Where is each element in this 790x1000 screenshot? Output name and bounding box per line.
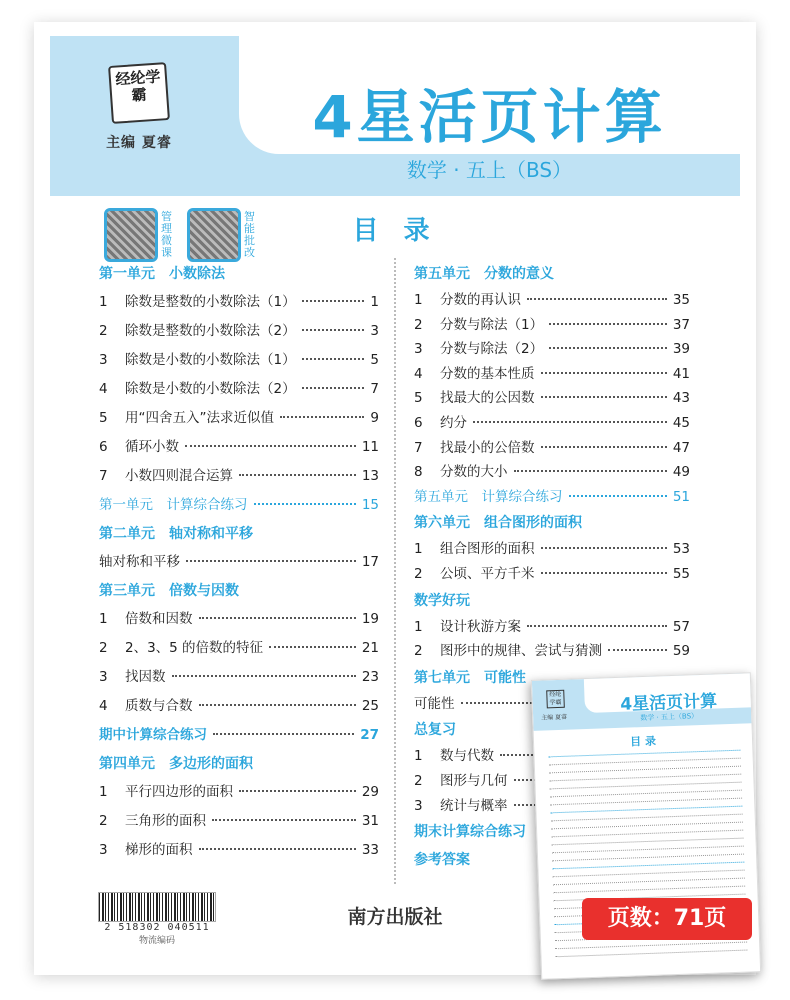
entry-label: 找最小的公倍数 — [440, 439, 535, 456]
dot-leader — [254, 503, 356, 505]
toc-entry[interactable] — [99, 346, 379, 375]
entry-number: 1 — [414, 618, 423, 635]
entry-number: 1 — [414, 541, 423, 558]
toc-entry[interactable] — [99, 692, 379, 721]
dot-leader — [302, 387, 365, 389]
toc-entry[interactable] — [414, 485, 690, 510]
entry-page: 29 — [361, 784, 379, 800]
section-heading: 数学好玩 — [414, 592, 470, 609]
dot-leader — [186, 560, 356, 562]
entry-page: 41 — [672, 365, 690, 382]
section-heading: 第一单元 小数除法 — [99, 266, 225, 282]
toc-entry[interactable] — [414, 362, 690, 387]
section-heading: 第三单元 倍数与因数 — [99, 583, 239, 599]
entry-number: 8 — [414, 464, 423, 481]
thumb-toc-title: 目 录 — [629, 734, 657, 749]
entry-label: 设计秋游方案 — [440, 618, 521, 635]
entry-label: 除数是小数的小数除法（1） — [125, 352, 296, 368]
dot-leader — [608, 649, 667, 651]
toc-entry[interactable] — [99, 317, 379, 346]
entry-number: 2 — [414, 565, 423, 582]
entry-label: 除数是整数的小数除法（2） — [125, 323, 296, 339]
entry-page: 7 — [370, 381, 379, 397]
toc-entry[interactable] — [99, 548, 379, 577]
entry-page: 45 — [672, 414, 690, 431]
section-heading: 第六单元 组合图形的面积 — [414, 515, 582, 532]
qr-label: 管理微课 — [161, 210, 172, 259]
entry-label: 小数四则混合运算 — [125, 468, 233, 484]
toc-entry[interactable] — [414, 313, 690, 338]
dot-leader — [527, 298, 667, 300]
entry-page: 5 — [370, 352, 379, 368]
entry-number: 4 — [414, 365, 423, 382]
dot-leader — [541, 372, 667, 374]
publisher-name: 南方出版社 — [347, 906, 443, 928]
entry-page: 13 — [361, 468, 379, 484]
dot-leader — [199, 848, 356, 850]
entry-label: 图形中的规律、尝试与猜测 — [440, 643, 602, 660]
toc-entry[interactable] — [414, 386, 690, 411]
entry-label: 平行四边形的面积 — [125, 784, 233, 800]
entry-label: 轴对称和平移 — [99, 554, 180, 570]
toc-entry[interactable] — [99, 663, 379, 692]
qr-label: 智能批改 — [244, 210, 255, 259]
toc-entry[interactable] — [414, 639, 690, 664]
dot-leader — [239, 474, 356, 476]
entry-label: 循环小数 — [125, 439, 179, 455]
dot-leader — [269, 646, 356, 648]
entry-page: 49 — [672, 464, 690, 481]
entry-label: 组合图形的面积 — [440, 541, 535, 558]
book-title: 4星活页计算 — [312, 83, 667, 151]
dot-leader — [541, 396, 667, 398]
toc-entry[interactable] — [99, 433, 379, 462]
entry-page: 43 — [672, 390, 690, 407]
entry-label: 约分 — [440, 414, 467, 431]
entry-label: 第一单元 计算综合练习 — [99, 497, 248, 513]
barcode-caption: 物流编码 — [138, 936, 175, 946]
toc-entry[interactable] — [414, 288, 690, 313]
toc-entry[interactable] — [99, 288, 379, 317]
entry-number: 2 — [414, 772, 423, 789]
entry-label: 2、3、5 的倍数的特征 — [125, 640, 264, 656]
entry-label: 三角形的面积 — [125, 813, 206, 829]
thumb-subtitle: 数学 · 五上（BS） — [640, 712, 699, 723]
entry-label: 数与代数 — [440, 748, 494, 765]
entry-label: 统计与概率 — [440, 797, 508, 814]
toc-entry[interactable] — [414, 460, 690, 485]
entry-label: 分数的基本性质 — [440, 365, 535, 382]
entry-number: 7 — [414, 439, 423, 456]
section-heading: 总复习 — [414, 722, 456, 739]
entry-page: 59 — [672, 643, 690, 660]
brand-block — [94, 64, 184, 152]
section-heading: 第四单元 多边形的面积 — [99, 756, 253, 772]
entry-number: 3 — [414, 797, 423, 814]
entry-page: 33 — [361, 842, 379, 858]
entry-page: 53 — [672, 541, 690, 558]
entry-page: 23 — [361, 669, 379, 685]
dot-leader — [213, 733, 354, 735]
entry-label: 分数与除法（1） — [440, 316, 544, 333]
entry-number: 2 — [99, 640, 108, 656]
entry-label: 找因数 — [125, 669, 166, 685]
dot-leader — [514, 470, 667, 472]
entry-label: 可能性 — [414, 695, 455, 712]
dot-leader — [473, 421, 667, 423]
entry-page: 9 — [370, 410, 379, 426]
entry-page: 19 — [361, 611, 379, 627]
entry-label: 梯形的面积 — [125, 842, 193, 858]
toc-entry[interactable] — [414, 411, 690, 436]
entry-label: 倍数和因数 — [125, 611, 193, 627]
section-heading: 第七单元 可能性 — [414, 669, 526, 686]
entry-number: 2 — [99, 813, 108, 829]
dot-leader — [280, 416, 364, 418]
entry-label: 用“四舍五入”法求近似值 — [125, 410, 274, 426]
entry-number: 2 — [99, 323, 108, 339]
entry-page: 27 — [360, 727, 379, 743]
section-heading: 第二单元 轴对称和平移 — [99, 526, 253, 542]
dot-leader — [199, 617, 356, 619]
dot-leader — [541, 446, 667, 448]
toc-entry[interactable] — [99, 462, 379, 491]
toc-entry[interactable] — [99, 778, 379, 807]
entry-label: 图形与几何 — [440, 772, 508, 789]
entry-label: 分数与除法（2） — [440, 341, 544, 358]
entry-page: 31 — [361, 813, 379, 829]
entry-number: 3 — [414, 341, 423, 358]
column-divider — [394, 258, 396, 884]
entry-page: 3 — [370, 323, 379, 339]
thumb-title: 4星活页计算 — [619, 691, 718, 715]
editor-credit: 主编 夏睿 — [106, 135, 172, 151]
thumb-logo: 经纶学霸 — [546, 690, 565, 709]
entry-page: 15 — [361, 497, 379, 513]
entry-page: 35 — [672, 292, 690, 308]
entry-label: 除数是小数的小数除法（2） — [125, 381, 296, 397]
toc-entry[interactable] — [99, 634, 379, 663]
entry-number: 1 — [99, 611, 108, 627]
entry-page: 11 — [361, 439, 379, 455]
entry-label: 分数的再认识 — [440, 292, 521, 308]
barcode-number: 2 518302 040511 — [104, 922, 210, 933]
entry-number: 1 — [99, 784, 108, 800]
toc-entry[interactable] — [414, 436, 690, 461]
entry-number: 1 — [414, 292, 423, 308]
dot-leader — [549, 347, 667, 349]
entry-label: 质数与合数 — [125, 698, 193, 714]
section-heading: 期末计算综合练习 — [414, 824, 526, 841]
entry-page: 17 — [361, 554, 379, 570]
entry-label: 公顷、平方千米 — [440, 565, 535, 582]
entry-number: 3 — [99, 669, 108, 685]
dot-leader — [549, 323, 667, 325]
entry-number: 3 — [99, 352, 108, 368]
entry-number: 5 — [414, 390, 423, 407]
entry-label: 分数的大小 — [440, 464, 508, 481]
entry-label: 第五单元 计算综合练习 — [414, 488, 563, 505]
entry-page: 51 — [672, 488, 690, 505]
entry-number: 6 — [414, 414, 423, 431]
dot-leader — [302, 300, 365, 302]
page-count-badge: 页数：71页 — [582, 898, 752, 940]
entry-number: 6 — [99, 439, 108, 455]
entry-label: 期中计算综合练习 — [99, 727, 207, 743]
dot-leader — [172, 675, 356, 677]
toc-entry[interactable] — [414, 337, 690, 362]
entry-number: 5 — [99, 410, 108, 426]
dot-leader — [541, 572, 667, 574]
toc-left-column — [99, 260, 379, 865]
entry-number: 2 — [414, 316, 423, 333]
toc-entry[interactable] — [414, 562, 690, 587]
entry-number: 3 — [99, 842, 108, 858]
entry-page: 1 — [370, 294, 379, 310]
entry-number: 4 — [99, 381, 108, 397]
entry-number: 4 — [99, 698, 108, 714]
title-panel — [239, 36, 740, 154]
entry-number: 2 — [414, 643, 423, 660]
toc-entry[interactable] — [414, 615, 690, 640]
entry-page: 55 — [672, 565, 690, 582]
section-heading: 第五单元 分数的意义 — [414, 266, 554, 282]
toc-entry[interactable] — [99, 375, 379, 404]
dot-leader — [185, 445, 356, 447]
toc-title: 目 录 — [352, 216, 438, 246]
dot-leader — [527, 625, 667, 627]
entry-page: 57 — [672, 618, 690, 635]
section-heading: 参考答案 — [414, 852, 470, 869]
entry-page: 39 — [672, 341, 690, 358]
toc-entry[interactable] — [99, 605, 379, 634]
entry-label: 除数是整数的小数除法（1） — [125, 294, 296, 310]
dot-leader — [569, 495, 667, 497]
toc-entry[interactable] — [99, 491, 379, 520]
entry-page: 37 — [672, 316, 690, 333]
toc-entry[interactable] — [99, 836, 379, 865]
entry-number: 7 — [99, 468, 108, 484]
entry-number: 1 — [414, 748, 423, 765]
entry-number: 1 — [99, 294, 108, 310]
entry-page: 47 — [672, 439, 690, 456]
dot-leader — [199, 704, 356, 706]
dot-leader — [541, 547, 667, 549]
dot-leader — [239, 790, 356, 792]
dot-leader — [302, 329, 365, 331]
toc-entry[interactable] — [99, 404, 379, 433]
dot-leader — [302, 358, 365, 360]
toc-entry[interactable] — [414, 537, 690, 562]
thumb-editor: 主编 夏睿 — [541, 713, 568, 722]
toc-entry[interactable] — [99, 721, 379, 750]
dot-leader — [212, 819, 356, 821]
brand-logo: 经纶学霸 — [108, 62, 170, 124]
entry-label: 找最大的公因数 — [440, 390, 535, 407]
book-subtitle: 数学 · 五上（BS） — [406, 158, 573, 182]
entry-page: 21 — [361, 640, 379, 656]
entry-page: 25 — [361, 698, 379, 714]
toc-entry[interactable] — [99, 807, 379, 836]
